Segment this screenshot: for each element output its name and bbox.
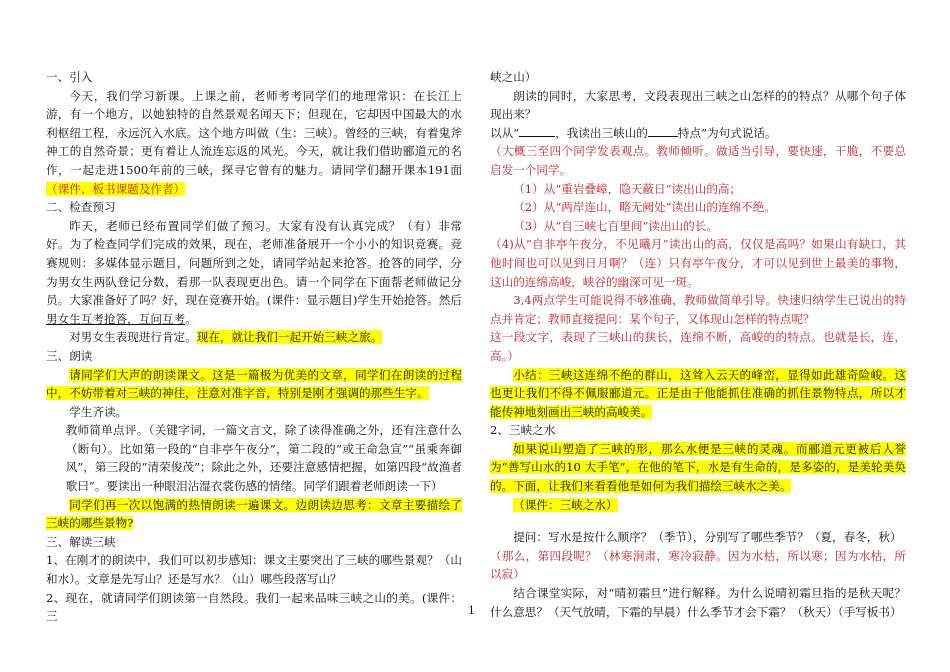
section-reading-title: 三、朗读 xyxy=(46,348,93,363)
intro-paragraph: 今天，我们学习新课。上课之前，老师考考同学们的地理常识：在长江上游，有一个地方，以她独特的自然景观名闻天下；但现在，它却因中国最大的水利枢纽工程，永远沉入水底。这个地方叫做（生：三峡）。曾经的三峡，有着鬼斧神工的自然奇景；更有着让人流连忘返的风光。今天，就让我们借助郦道元的名作，一起走进1500年前的三峡，探寻它曾有的魅力。请同学们翻开课本191面（课件、板书课题及作者） xyxy=(46,88,462,196)
reading-paragraph-1 xyxy=(46,366,462,403)
preview-paragraph: 昨天，老师已经布置同学们做了预习。大家有没有认真完成？（有）非常好。为了检查同学们完成的效果，现在，老师准备展开一个小小的知识竞赛。竞赛规则：多媒体显示题目，问题所到之处，请同学站起来抢答。抢答的同学，分为男女生两队登记分数，看那一队表现更出色。请一个同学在下面帮老师做记分员。大家准备好了吗？好，现在竞赛开始。(课件：显示题目)学生开始抢答。然后男女生互考抢答，互问互考。 xyxy=(46,218,462,326)
analysis-paragraph-1: 1、在刚才的朗读中，我们可以初步感知：课文主要突出了三峡的哪些景观？（山和水）。文章是先写山？还是写水？（山）哪些段落写山？ xyxy=(46,553,462,587)
reading-highlight-2: 同学们再一次以饱满的热情朗读一遍课文。边朗读边思考：文章主要描绘了三峡的哪些景物? xyxy=(46,497,462,531)
reading-paragraph-3: 教师简单点评。（关键字词，一篇文言文，除了读得准确之外，还有注意什么（断句）。比如第一段的“自非亭午夜分”，第二段的“或王命急宣”“虽乘奔御风”，第三段的“清荣俊茂”；除此之外，还要注意感情把握，如第四段“故渔者歌曰”。要读出一种眼泪沾湿衣裳伤感的情绪。同学们跟着老师朗读一下） xyxy=(65,423,462,494)
question-red: （那么，第四段呢？（林寒涧肃，寒冷寂静。因为水枯，所以寒；因为水枯，所以寂） xyxy=(490,548,906,582)
intro-highlight: （课件、板书课题及作者） xyxy=(46,181,186,196)
sentence-pattern: 以从“ ，我读出三峡山的 特点”为句式说话。 xyxy=(490,125,777,140)
reading-highlight-1: 请同学们大声的朗读课文。这是一篇极为优美的文章，同学们在朗读的过程中，不妨带着对三峡的神往，注意对准字音，特别是刚才强调的那些生字。 xyxy=(46,367,462,401)
reading-paragraph-2: 学生齐读。 xyxy=(69,404,128,419)
summary-paragraph xyxy=(490,366,906,422)
section-intro-title: 一、引入 xyxy=(46,70,93,84)
page-number: 1 xyxy=(468,604,475,617)
preview-highlight: 现在，就让我们一起开始三峡之旅。 xyxy=(196,330,383,345)
right-paragraph-1: 峡之山） xyxy=(490,70,537,84)
water-courseware-highlight: （课件：三峡之水） xyxy=(513,497,618,512)
reading-paragraph-4 xyxy=(46,496,462,533)
analysis-paragraph-2: 2、现在，就请同学们朗读第一自然段。我们一起来品味三峡之山的美。(课件：三 xyxy=(46,590,462,624)
section-water-title: 2、三峡之水 xyxy=(490,423,556,438)
preview-paragraph-2: 对男女生表现进行肯定。现在，就让我们一起开始三峡之旅。 xyxy=(69,330,383,345)
right-paragraph-2: 朗读的同时，大家思考，文段表现出三峡之山怎样的的特点？从哪个句子体现出来？ xyxy=(490,88,906,122)
right-column xyxy=(490,68,906,621)
section-preview-title: 二、检查预习 xyxy=(46,200,116,215)
summary-highlight: 小结：三峡这连绵不绝的群山，这耸入云天的峰峦，显得如此雄奇险峻。这也更让我们不得不佩服郦道元。正是由于他能抓住准确的抓住景物特点，所以才能传神地刻画出三峡的高峻美。 xyxy=(490,367,906,419)
teacher-note-1: （大概三至四个同学发表观点。教师倾听。做适当引导，要快速，干脆，不要总启发一个同学。 xyxy=(490,144,906,177)
spacer xyxy=(490,514,906,528)
point-4: （4)从“自非亭午夜分，不见曦月”读出山的高，仅仅是高吗？如果山有缺口，其他时间也可以见到日月啊？（连）只有亭午夜分，才可以见到世上最美的事物，这山的连绵高峻，峡谷的幽深可见一斑。 xyxy=(490,237,906,289)
section-analysis-title: 三、解读三峡 xyxy=(46,534,116,549)
water-paragraph xyxy=(490,440,906,496)
blank-2 xyxy=(648,136,678,137)
left-column xyxy=(46,68,462,626)
closing-paragraph: 结合课堂实际，对“晴初霜旦”进行解释。为什么说晴初霜旦指的是秋天呢？什么意思？（天气放晴，下霜的早晨）什么季节才会下霜？（秋天）（手写板书） xyxy=(490,586,906,619)
blank-1 xyxy=(519,136,555,137)
teacher-note-3: 这一段文字，表现了三峡山的狭长，连绵不断，高峻的的特点。也就是长，连，高。） xyxy=(490,330,906,363)
question-paragraph: 提问：写水是按什么顺序？（季节），分别写了哪些季节？（夏，春冬，秋） xyxy=(513,530,902,545)
water-highlight: 如果说山塑造了三峡的形，那么水便是三峡的灵魂。而郦道元更被后人誉为“善写山水的10 大手笔”，在他的笔下，水是有生命的，是多姿的，是美轮美奂的。下面，让我们来看看他是如何为我们描绘三峡水之美。 xyxy=(490,441,906,494)
teacher-note-2: 3,4两点学生可能说得不够准确，教师做简单引导。快速归纳学生已说出的特点并肯定；教师直接提问：某个句子，又体现山怎样的特点呢？ xyxy=(490,293,906,326)
point-2: （2）从“两岸连山，略无阙处”读出山的连绵不绝。 xyxy=(513,200,776,215)
point-1: （1）从“重岩叠嶂，隐天蔽日”读出山的高； xyxy=(513,181,742,196)
point-3: （3）从“自三峡七百里间”读出山的长。 xyxy=(513,218,718,233)
water-courseware-note xyxy=(490,496,906,515)
preview-underline: 男女生互考抢答，互问互考 xyxy=(46,311,186,326)
